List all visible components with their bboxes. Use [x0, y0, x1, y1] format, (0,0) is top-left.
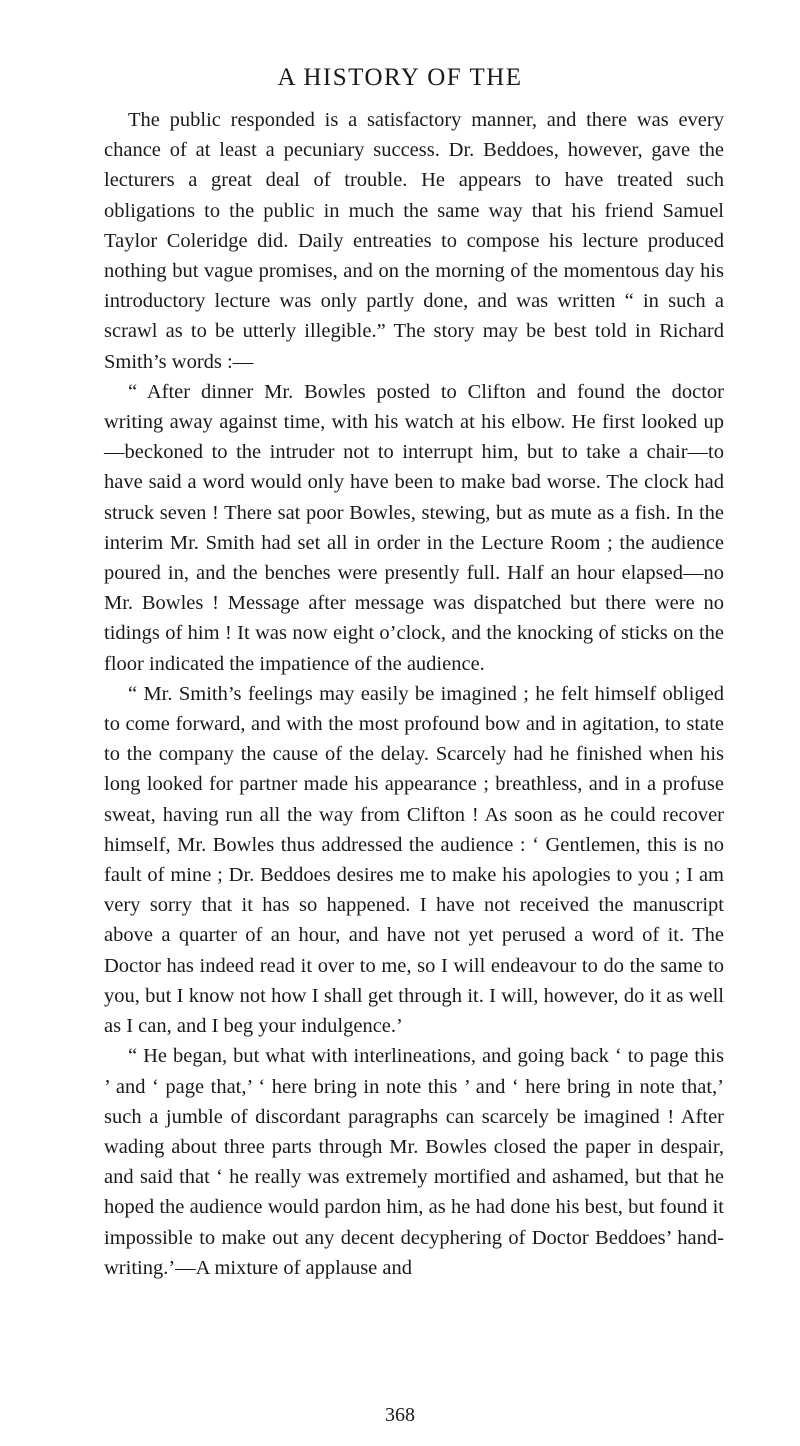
paragraph: “ After dinner Mr. Bowles posted to Clifton and found the doctor writing away against time, with his watch at his elbow. He first looked up—beckoned to the intruder not to interrupt him, but to take a chair—to have said a word would only have been to make bad worse. The clock had struck seven ! There sat poor Bowles, stewing, but as mute as a fish. In the interim Mr. Smith had set all in order in the Lecture Room ; the audience poured in, and the benches were presently full. Half an hour elapsed—no Mr. Bowles ! Message after message was dispatched but there were no tidings of him ! It was now eight o’clock, and the knocking of sticks on the floor indicated the impatience of the audience.: [104, 380, 724, 675]
body-text: [104, 105, 724, 1283]
paragraph: “ Mr. Smith’s feelings may easily be imagined ; he felt himself obliged to come forward, and with the most profound bow and in agitation, to state to the company the cause of the delay. Scarcely had he finished when his long looked for partner made his appearance ; breathless, and in a profuse sweat, having run all the way from Clifton ! As soon as he could recover himself, Mr. Bowles thus addressed the audience : ‘ Gentlemen, this is no fault of mine ; Dr. Beddoes desires me to make his apologies to you ; I am very sorry that it has so happened. I have not received the manuscript above a quarter of an hour, and have not yet perused a word of it. The Doctor has indeed read it over to me, so I will endeavour to do the same to you, but I know not how I shall get through it. I will, however, do it as well as I can, and I beg your indulgence.’: [104, 682, 724, 1038]
paragraph: The public responded is a satisfactory manner, and there was every chance of at least a pecuniary success. Dr. Beddoes, however, gave the lecturers a great deal of trouble. He appears to have treated such obligations to the public in much the same way that his friend Samuel Taylor Coleridge did. Daily entreaties to compose his lecture produced nothing but vague promises, and on the morning of the momentous day his introductory lecture was only partly done, and was written “ in such a scrawl as to be utterly illegible.” The story may be best told in Richard Smith’s words :—: [104, 109, 724, 373]
running-title: A HISTORY OF THE: [277, 64, 523, 91]
paragraph: “ He began, but what with interlineations, and going back ‘ to page this ’ and ‘ page that,’ ‘ here bring in note this ’ and ‘ here bring in note that,’ such a jumble of discordant paragraphs can scarcely be imagined ! After wading about three parts through Mr. Bowles closed the paper in despair, and said that ‘ he really was extremely mortified and ashamed, but that he hoped the audience would pardon him, as he had done his best, but found it impossible to make out any decent decyphering of Doctor Beddoes’ hand-writing.’—A mixture of applause and: [104, 1045, 724, 1279]
page-number: 368: [385, 1404, 415, 1426]
